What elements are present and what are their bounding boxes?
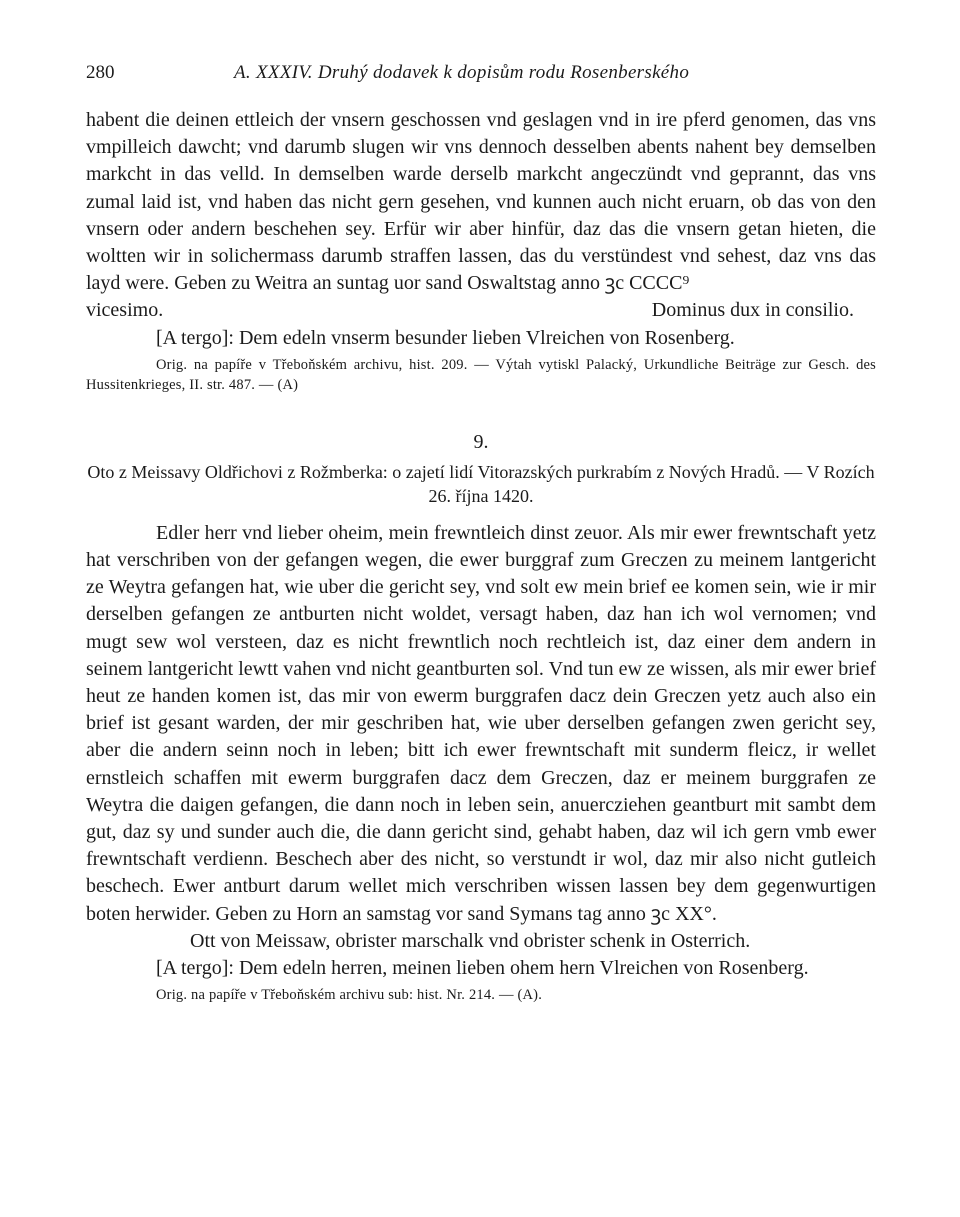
page-number: 280 bbox=[86, 62, 115, 83]
document-9-text: Edler herr vnd lieber oheim, mein frewntleich dinst zeuor. Als mir ewer frewntschaft yetz hat verschriben von der gefangen wegen, die ewer burggraf zum Greczen zu meinem lantgericht ze Weytra gefangen hat, wie uber die gericht sey, vnd solt ew mein brief ee komen sein, wie ir mir derselben gefangen ze antburten nicht woldet, versagt haben, daz han ich wol vernomen; vnd mugt sew wol versteen, daz es nicht frewntlich noch rechtleich ist, daz einer dem andern in seinem lantgericht lewtt vahen vnd nicht geantburten sol. Vnd tun ew ze wissen, als mir ewer brief heut ze handen komen ist, das mir von ewerm burggrafen dacz dein Greczen yetz auch also ein brief ist gesant warden, der mir geschriben hat, wie uber derselben gefangen zwen gericht sey, aber die andern seinn noch in leben; bitt ich ewer frewntschaft mit sunderm fleicz, ir wellet ernstleich schaffen mit ewerm burggrafen dacz dem Greczen, daz er meinem burggrafen ze Weytra die daigen gefangen, die dann noch in leben sein, anuercziehen geantburt mit sambt dem gut, daz sy und sunder auch die, die dann gericht sind, gehabt haben, daz wil ich gern vmb ewer frewntschaft verdienn. Beschech aber des nicht, so verstundt ir wol, daz mir also nicht gutleich beschech. Ewer antburt darum wellet mich verschriben wissen lassen bey dem gegenwurtigen boten herwider. Geben zu Horn an samstag vor sand Symans tag anno ꝫc XX°. bbox=[86, 521, 876, 925]
document-number: 9. bbox=[473, 430, 489, 453]
document-8-source-note: Orig. na papíře v Třeboňském archivu, hist. 209. — Výtah vytiskl Palacký, Urkundliche Beiträge zur Gesch. des Hussitenkrieges, II. str. 487. — (A) bbox=[86, 356, 876, 393]
document-9-regest: Oto z Meissavy Oldřichovi z Rožmberka: o zajetí lidí Vitorazských purkrabím z Nových Hradů. — V Rozích 26. října 1420. bbox=[87, 461, 875, 506]
document-9-signature: Ott von Meissaw, obrister marschalk vnd obrister schenk in Osterrich. bbox=[190, 929, 751, 952]
page-header bbox=[86, 58, 876, 90]
document-8-closing bbox=[86, 297, 876, 324]
document-8-tergo: [A tergo]: Dem edeln vnserm besunder lieben Vlreichen von Rosenberg. bbox=[156, 326, 735, 349]
document-9-tergo: [A tergo]: Dem edeln herren, meinen lieben ohem hern Vlreichen von Rosenberg. bbox=[156, 957, 809, 980]
document-8-section bbox=[86, 107, 876, 395]
document-8-text: habent die deinen ettleich der vnsern geschossen vnd geslagen vnd in ire pferd genomen, das vns vmpilleich dawcht; vnd darumb slugen wir vns dennoch desselben abents nahent bey demselben markcht in das velld. In demselben warde derselb markcht angeczündt vnd geprannt, das vns zumal laid ist, vnd haben das nicht gern gesehen, vnd kunnen auch nicht eruarn, ob das von den vnsern oder andern beschehen sey. Erfür wir aber hinfür, daz das die vnsern getan hieten, die woltten wir in solichermass darumb straffen lassen, das du verstündest vnd sehest, daz vns das layd were. Geben zu Weitra an suntag uor sand Oswaltstag anno ꝫc CCCC⁹ bbox=[86, 109, 876, 295]
chancery-note: Dominus dux in consilio. bbox=[651, 299, 854, 322]
date-closing: vicesimo. bbox=[86, 299, 164, 322]
document-9-source-note: Orig. na papíře v Třeboňském archivu sub: hist. Nr. 214. — (A). bbox=[156, 987, 543, 1004]
document-9-section bbox=[86, 520, 876, 1005]
document-page bbox=[86, 58, 876, 1005]
running-title: A. XXXIV. Druhý dodavek k dopisům rodu Rosenberského bbox=[234, 62, 690, 83]
